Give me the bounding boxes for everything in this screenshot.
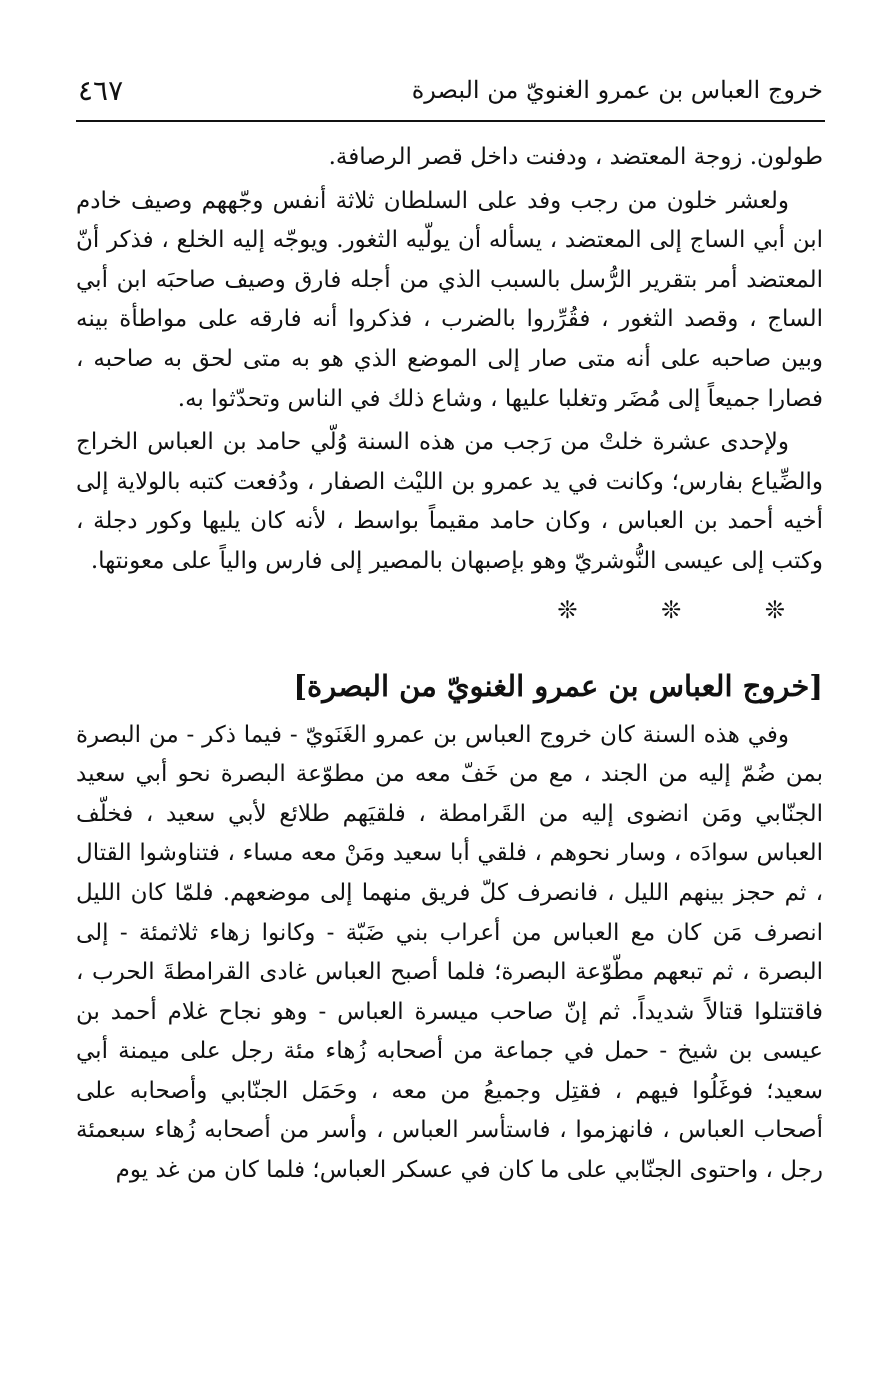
paragraph: ولعشر خلون من رجب وفد على السلطان ثلاثة أنفس وجّههم وصيف خادم ابن أبي الساج إلى المعتضد ، يسأله أن يولّيه الثغور. ويوجّه إليه الخلع ، فذكر أنّ المعتضد أمر بتقرير الرُّسل بالسبب الذي من أجله فارق وصيف صاحبَه ابن أبي الساج ، وقصد الثغور ، فقُرِّروا بالضرب ، فذكروا أنه فارقه على مواطأة بينه وبين صاحبه على أنه متى صار إلى الموضع الذي هو به متى لحق به صاحبه ، فصارا جميعاً إلى مُضَر وتغلبا عليها ، وشاع ذلك في الناس وتحدّثوا به. [76,187,823,412]
paragraph-continuation: طولون. زوجة المعتضد ، ودفنت داخل قصر الرصافة. [328,144,823,170]
running-header [78,66,823,114]
running-title: خروج العباس بن عمرو الغنويّ من البصرة [411,76,823,104]
header-rule [76,120,825,122]
paragraph: ولإحدى عشرة خلتْ من رَجب من هذه السنة وُلّي حامد بن العباس الخراج والضِّياع بفارس؛ وكانت في يد عمرو بن الليْث الصفار ، ودُفعت كتبه بالولاية إلى أخيه أحمد بن العباس ، وكان حامد مقيماً بواسط ، لأنه كان يليها وكور دجلة ، وكتب إلى عيسى النُّوشريّ وهو بإصبهان بالمصير إلى فارس والياً على معونتها. [76,429,823,574]
section-heading: [خروج العباس بن عمرو الغنويّ من البصرة] [293,668,823,703]
page-number: ٤٦٧ [78,73,124,107]
paragraph: وفي هذه السنة كان خروج العباس بن عمرو الغَنَويّ - فيما ذكر - من البصرة بمن ضُمّ إليه من الجند ، مع من خَفّ معه من مطوّعة البصرة نحو أبي سعيد الجنّابي ومَن انضوى إليه من القَرامطة ، فلقيَهم طلائع لأبي سعيد ، فخلّف العباس سوادَه ، وسار نحوهم ، فلقي أبا سعيد ومَنْ معه مساء ، فتناوشوا القتال ، ثم حجز بينهم الليل ، فانصرف كلّ فريق منهما إلى موضعهم. فلمّا كان الليل انصرف مَن كان مع العباس من أعراب بني ضَبّة - وكانوا زهاء ثلاثمئة - إلى البصرة ، ثم تبعهم مطّوّعة البصرة؛ فلما أصبح العباس غادى القرامطةَ الحرب ، فاقتتلوا قتالاً شديداً. ثم إنّ صاحب ميسرة العباس - وهو نجاح غلام أحمد بن عيسى بن شيخ - حمل في جماعة من أصحابه زُهاء مئة رجل على ميمنة أبي سعيد؛ فوغَلُوا فيهم ، فقتِل وجميعُ من معه ، وحَمَل الجنّابي وأصحابه على أصحاب العباس ، فانهزموا ، فاستأسر العباس ، وأسر من أصحابه زُهاء سبعمئة رجل ، واحتوى الجنّابي على ما كان في عسكر العباس؛ فلما كان من غد يوم [76,721,823,1184]
page-body [76,138,823,1191]
section-separator: ❊ ❊ ❊ [557,595,823,624]
